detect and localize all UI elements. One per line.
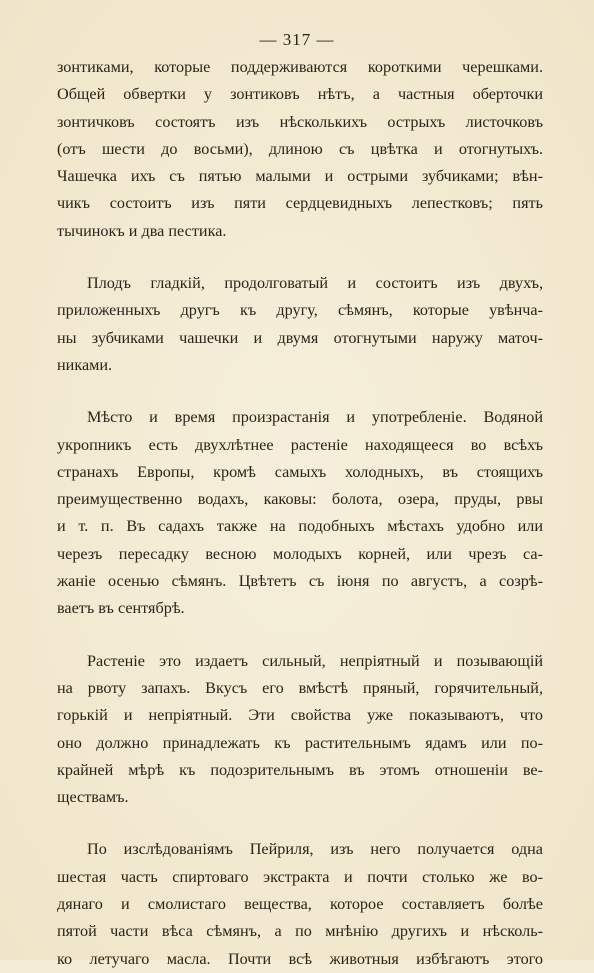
text-line: чикъ состоитъ изъ пяти сердцевидныхъ лепестковъ; пять xyxy=(57,194,543,213)
text-line: жаніе осенью сѣмянъ. Цвѣтетъ съ іюня по августъ, а созрѣ- xyxy=(57,572,543,591)
text-line: преимущественно водахъ, каковы: болота, озера, пруды, рвы xyxy=(57,490,543,509)
text-line: ществамъ. xyxy=(57,788,129,807)
text-line: на рвоту запахъ. Вкусъ его вмѣстѣ пряный, горячительный, xyxy=(57,678,543,697)
text-line: ко летучаго масла. Почти всѣ животныя избѣгаютъ этого xyxy=(57,949,543,968)
text-line: и т. п. Въ садахъ также на подобныхъ мѣстахъ удобно или xyxy=(57,517,543,536)
text-line: Общей обвертки у зонтиковъ нѣтъ, а частныя оберточки xyxy=(57,85,543,104)
text-line: (отъ шести до восьми), длиною съ цвѣтка и отогнутыхъ. xyxy=(57,139,543,158)
paragraph xyxy=(57,54,543,245)
paragraph xyxy=(57,404,543,622)
text-line: пятой части вѣса сѣмянъ, а по мнѣнію другихъ и нѣсколь- xyxy=(57,922,543,941)
page-number: — 317 — xyxy=(259,30,335,49)
text-line: тычинокъ и два пестика. xyxy=(57,221,227,240)
text-line: Растеніе это издаетъ сильный, непріятный и позывающій xyxy=(87,651,543,670)
text-line: горькій и непріятный. Эти свойства уже показываютъ, что xyxy=(57,706,543,725)
text-line: Чашечка ихъ съ пятью малыми и острыми зубчиками; вѣн- xyxy=(57,167,543,186)
text-line: Мѣсто и время произрастанія и употребленіе. Водяной xyxy=(87,408,543,427)
text-line: ваетъ въ сентябрѣ. xyxy=(57,599,185,618)
paragraph xyxy=(57,836,543,972)
text-line: Плодъ гладкій, продолговатый и состоитъ изъ двухъ, xyxy=(87,274,543,293)
text-line: зонтиками, которые поддерживаются короткими черешками. xyxy=(57,58,543,76)
text-line: никами. xyxy=(57,355,113,374)
text-line: По изслѣдованіямъ Пейриля, изъ него получается одна xyxy=(87,840,543,859)
text-line: зонтичковъ состоятъ изъ нѣсколькихъ острыхъ листочковъ xyxy=(57,112,543,131)
text-line: шестая часть спиртоваго экстракта и почти столько же во- xyxy=(57,867,543,886)
text-line: ны зубчиками чашечки и двумя отогнутыми наружу маточ- xyxy=(57,328,543,347)
text-line: крайней мѣрѣ къ подозрительнымъ въ этомъ отношеніи ве- xyxy=(57,760,543,779)
page-text xyxy=(57,54,543,973)
text-line: черезъ пересадку весною молодыхъ корней, или чрезъ са- xyxy=(57,544,543,563)
paragraph xyxy=(57,270,543,379)
text-line: укропникъ есть двухлѣтнее растеніе находящееся во всѣхъ xyxy=(57,435,543,454)
paragraph xyxy=(57,648,543,812)
text-line: приложенныхъ другъ къ другу, сѣмянъ, которые увѣнча- xyxy=(57,301,543,320)
text-line: странахъ Европы, кромѣ самыхъ холодныхъ, въ стоящихъ xyxy=(57,462,543,481)
text-line: оно должно принадлежать къ растительнымъ ядамъ или по- xyxy=(57,733,543,752)
text-line: дянаго и смолистаго вещества, которое составляетъ болѣе xyxy=(57,895,543,914)
